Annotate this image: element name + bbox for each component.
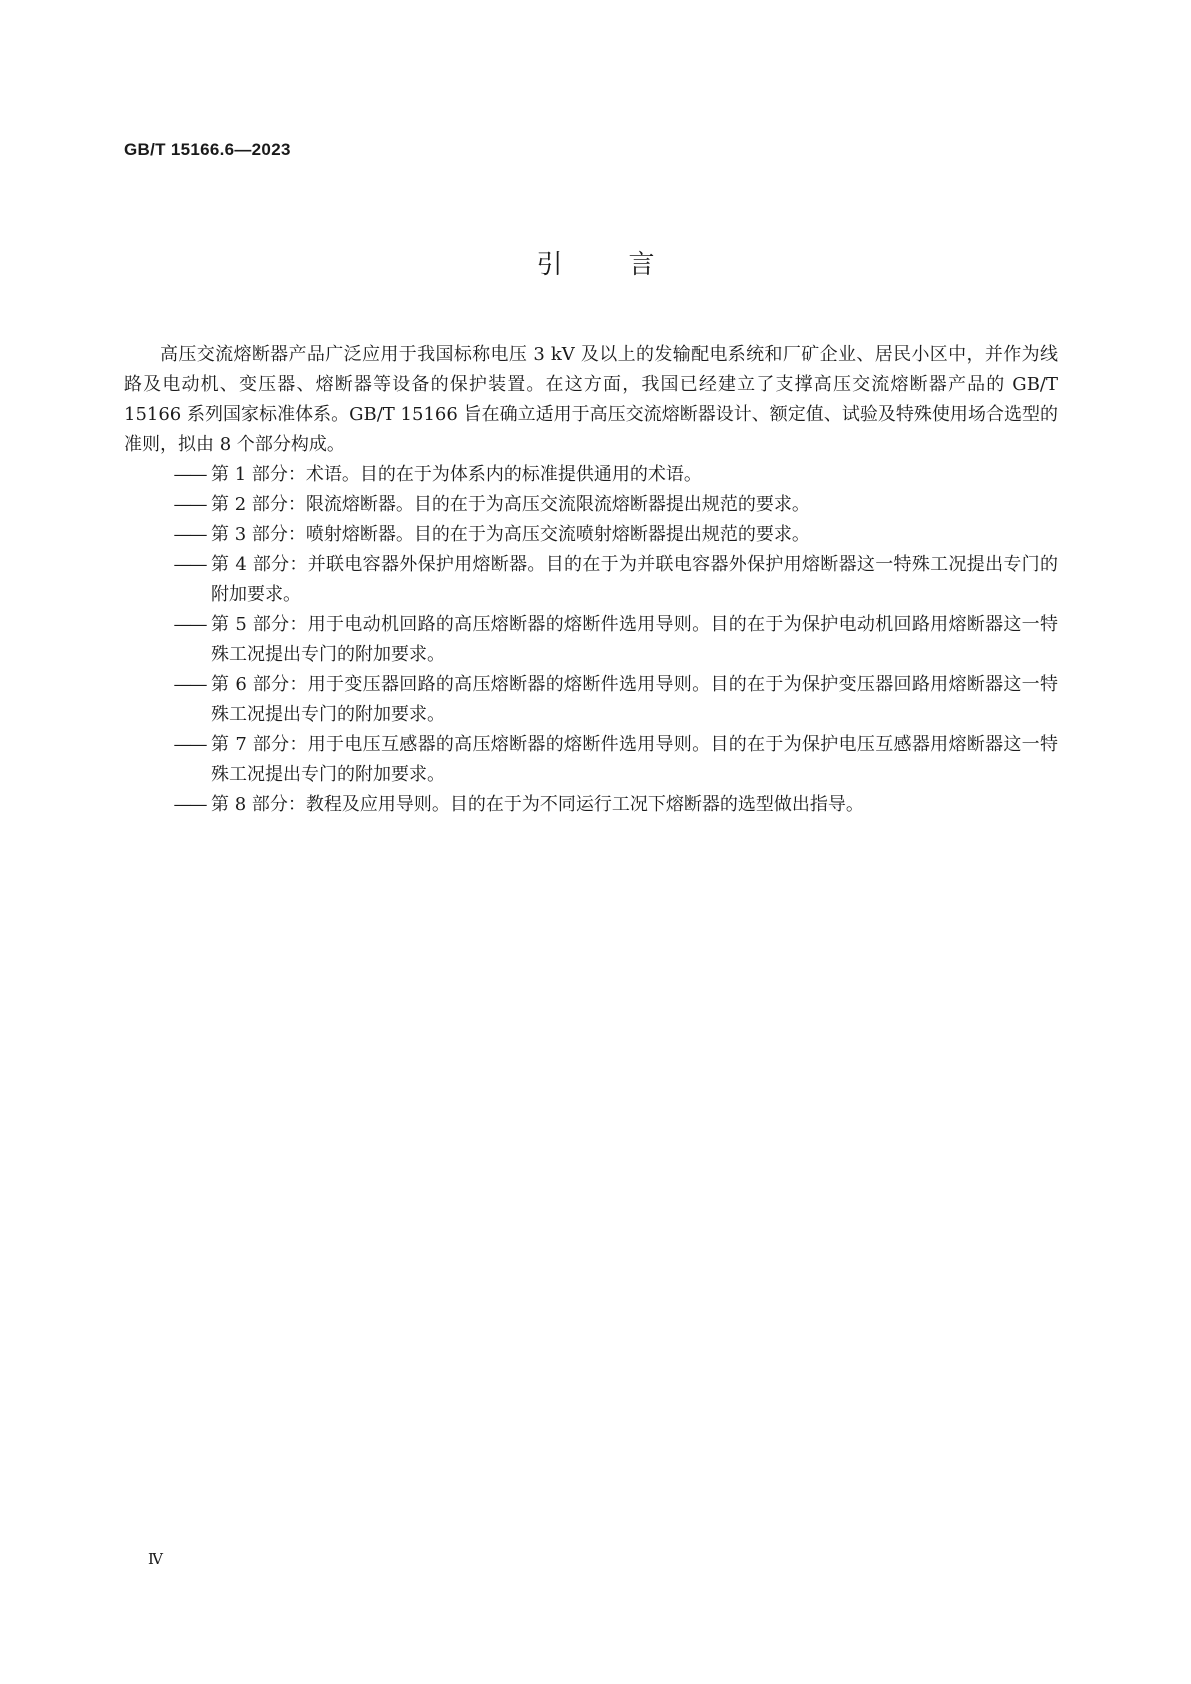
- part-item-8: [124, 790, 1058, 820]
- list-dash: ——: [173, 614, 206, 635]
- list-dash: ——: [173, 734, 206, 755]
- list-dash: ——: [173, 494, 206, 515]
- list-dash: ——: [173, 674, 206, 695]
- part-item-7: [124, 730, 1058, 790]
- list-dash: ——: [173, 554, 206, 575]
- part-item-5: [124, 610, 1058, 670]
- part-item-6: [124, 670, 1058, 730]
- page-number: Ⅳ: [148, 1550, 163, 1568]
- standard-number: GB/T 15166.6—2023: [124, 140, 291, 159]
- document-body: [124, 340, 1058, 820]
- list-dash: ——: [173, 794, 206, 815]
- part-text: 第 7 部分：用于电压互感器的高压熔断器的熔断件选用导则。目的在于为保护电压互感器用熔断器这一特殊工况提出专门的附加要求。: [211, 734, 1058, 785]
- part-text: 第 1 部分：术语。目的在于为体系内的标准提供通用的术语。: [211, 464, 702, 485]
- part-text: 第 5 部分：用于电动机回路的高压熔断器的熔断件选用导则。目的在于为保护电动机回路用熔断器这一特殊工况提出专门的附加要求。: [211, 614, 1058, 665]
- part-text: 第 6 部分：用于变压器回路的高压熔断器的熔断件选用导则。目的在于为保护变压器回路用熔断器这一特殊工况提出专门的附加要求。: [211, 674, 1058, 725]
- part-text: 第 2 部分：限流熔断器。目的在于为高压交流限流熔断器提出规范的要求。: [211, 494, 810, 515]
- list-dash: ——: [173, 464, 206, 485]
- part-text: 第 4 部分：并联电容器外保护用熔断器。目的在于为并联电容器外保护用熔断器这一特殊工况提出专门的附加要求。: [211, 554, 1058, 605]
- part-text: 第 8 部分：教程及应用导则。目的在于为不同运行工况下熔断器的选型做出指导。: [211, 794, 864, 815]
- parts-list: [124, 460, 1058, 820]
- part-item-3: [124, 520, 1058, 550]
- part-item-4: [124, 550, 1058, 610]
- part-item-2: [124, 490, 1058, 520]
- part-text: 第 3 部分：喷射熔断器。目的在于为高压交流喷射熔断器提出规范的要求。: [211, 524, 810, 545]
- page-title: 引言: [536, 250, 721, 280]
- intro-paragraph: 高压交流熔断器产品广泛应用于我国标称电压 3 kV 及以上的发输配电系统和厂矿企业、居民小区中，并作为线路及电动机、变压器、熔断器等设备的保护装置。在这方面，我国已经建立了支撑高压交流熔断器产品的 GB/T 15166 系列国家标准体系。GB/T 15166 旨在确立适用于高压交流熔断器设计、额定值、试验及特殊使用场合选型的准则，拟由 8 个部分构成。: [124, 344, 1058, 455]
- list-dash: ——: [173, 524, 206, 545]
- part-item-1: [124, 460, 1058, 490]
